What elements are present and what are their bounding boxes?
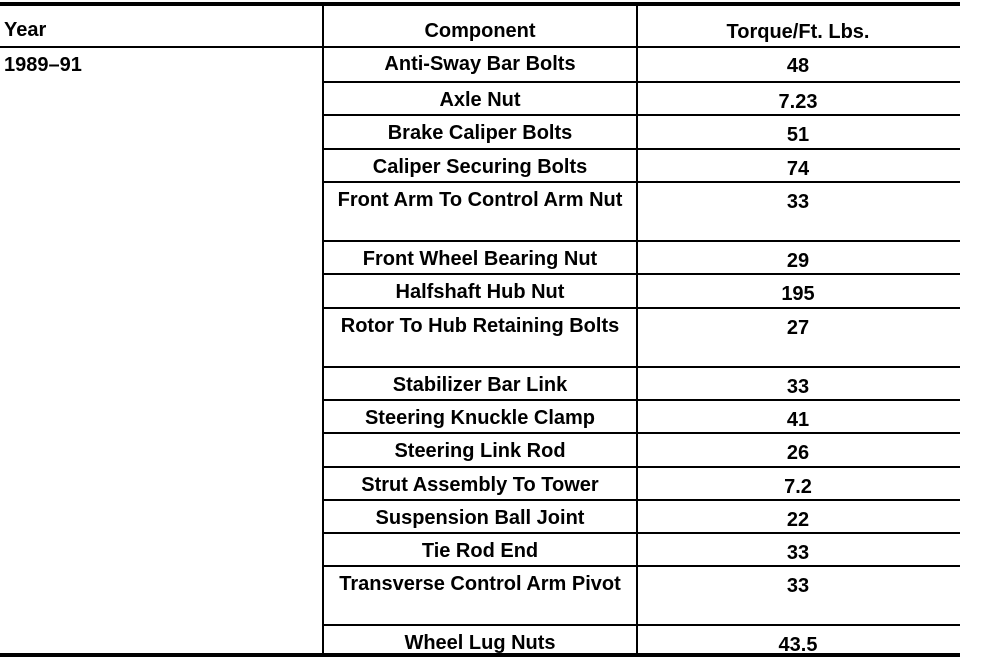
row-separator (323, 466, 960, 468)
torque-cell: 22 (786, 509, 810, 531)
component-cell: Stabilizer Bar Link (392, 374, 568, 396)
torque-cell: 33 (786, 575, 810, 597)
row-separator (323, 273, 960, 275)
component-cell: Axle Nut (439, 89, 521, 111)
row-separator (323, 366, 960, 368)
component-cell: Halfshaft Hub Nut (395, 281, 565, 303)
row-separator (323, 499, 960, 501)
torque-cell: 74 (786, 158, 810, 180)
torque-cell: 29 (786, 250, 810, 272)
row-separator (323, 181, 960, 183)
row-separator (323, 240, 960, 242)
component-cell: Caliper Securing Bolts (372, 156, 588, 178)
component-cell: Front Arm To Control Arm Nut (337, 189, 623, 211)
header-torque: Torque/Ft. Lbs. (726, 21, 870, 43)
component-cell: Strut Assembly To Tower (361, 474, 599, 496)
torque-cell: 33 (786, 191, 810, 213)
component-cell: Brake Caliper Bolts (387, 122, 573, 144)
component-cell: Rotor To Hub Retaining Bolts (340, 315, 620, 337)
header-component: Component (424, 20, 536, 42)
component-cell: Steering Knuckle Clamp (364, 407, 596, 429)
top-rule (0, 2, 960, 6)
torque-cell: 195 (781, 283, 815, 305)
torque-cell: 27 (786, 317, 810, 339)
component-cell: Front Wheel Bearing Nut (362, 248, 598, 270)
torque-cell: 41 (786, 409, 810, 431)
year-value: 1989–91 (4, 54, 82, 76)
component-cell: Tie Rod End (421, 540, 539, 562)
torque-cell: 7.23 (778, 91, 818, 113)
row-separator (323, 81, 960, 83)
torque-cell: 48 (786, 55, 810, 77)
component-cell: Anti-Sway Bar Bolts (384, 53, 576, 75)
row-separator (323, 565, 960, 567)
component-cell: Transverse Control Arm Pivot (339, 573, 621, 595)
torque-cell: 51 (786, 124, 810, 146)
row-separator (323, 532, 960, 534)
year-column-divider (322, 6, 324, 653)
header-year: Year (4, 19, 47, 41)
torque-cell: 26 (786, 442, 810, 464)
header-separator (0, 46, 960, 48)
row-separator (323, 114, 960, 116)
row-separator (323, 432, 960, 434)
component-cell: Wheel Lug Nuts (404, 632, 556, 654)
row-separator (323, 624, 960, 626)
torque-cell: 33 (786, 542, 810, 564)
row-separator (323, 148, 960, 150)
row-separator (323, 399, 960, 401)
component-cell: Steering Link Rod (394, 440, 566, 462)
torque-cell: 7.2 (784, 476, 812, 498)
torque-cell: 43.5 (778, 634, 818, 656)
torque-cell: 33 (786, 376, 810, 398)
component-cell: Suspension Ball Joint (375, 507, 585, 529)
row-separator (323, 307, 960, 309)
